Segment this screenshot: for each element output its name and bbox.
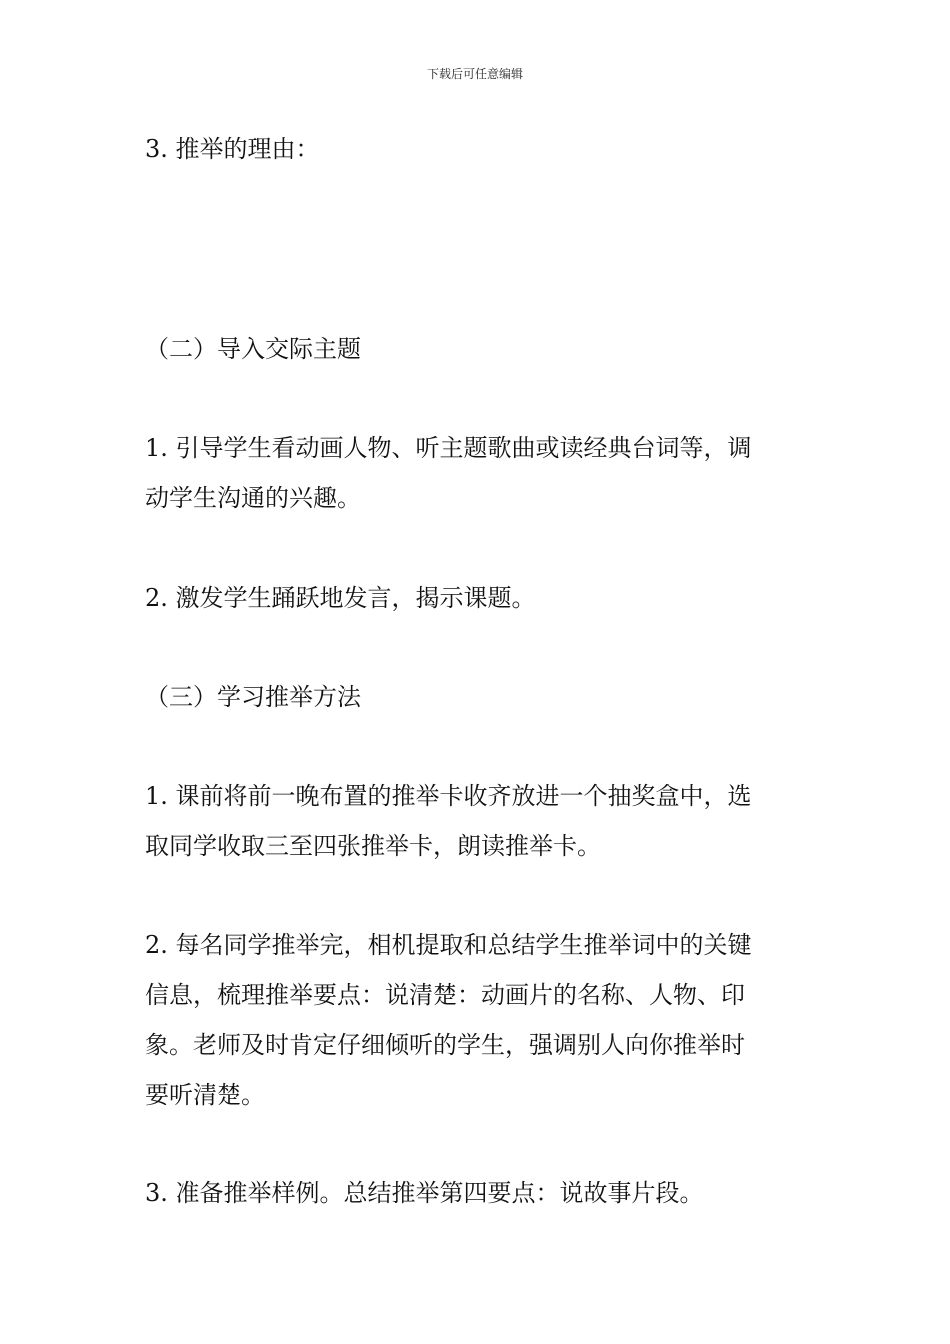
paragraph-recommend-reason <box>145 124 810 174</box>
paragraph-inspire-students <box>145 573 810 623</box>
text-line: 取同学收取三至四张推举卡，朗读推举卡。 <box>145 832 601 860</box>
text-line: 2. 激发学生踊跃地发言，揭示课题。 <box>145 584 536 612</box>
text-line: （三）学习推举方法 <box>145 683 361 711</box>
page-header: 下载后可任意编辑 <box>426 67 523 81</box>
text-line: 象。老师及时肯定仔细倾听的学生，强调别人向你推举时 <box>145 1031 745 1059</box>
text-line: 3. 准备推举样例。总结推举第四要点：说故事片段。 <box>145 1179 704 1207</box>
text-line: 要听清楚。 <box>145 1081 265 1109</box>
section-heading-3 <box>145 672 810 722</box>
text-line: 信息，梳理推举要点：说清楚：动画片的名称、人物、印 <box>145 981 745 1009</box>
text-line: 1. 课前将前一晚布置的推举卡收齐放进一个抽奖盒中，选 <box>145 782 752 810</box>
text-line: 动学生沟通的兴趣。 <box>145 484 361 512</box>
paragraph-summarize-points <box>145 920 810 1120</box>
text-line: 1. 引导学生看动画人物、听主题歌曲或读经典台词等，调 <box>145 434 752 462</box>
paragraph-collect-cards <box>145 771 810 871</box>
text-line: （二）导入交际主题 <box>145 335 361 363</box>
paragraph-guide-students <box>145 423 810 523</box>
text-line: 3. 推举的理由： <box>145 135 320 163</box>
text-line: 2. 每名同学推举完，相机提取和总结学生推举词中的关键 <box>145 931 752 959</box>
paragraph-prepare-example <box>145 1168 810 1218</box>
section-heading-2 <box>145 324 810 374</box>
